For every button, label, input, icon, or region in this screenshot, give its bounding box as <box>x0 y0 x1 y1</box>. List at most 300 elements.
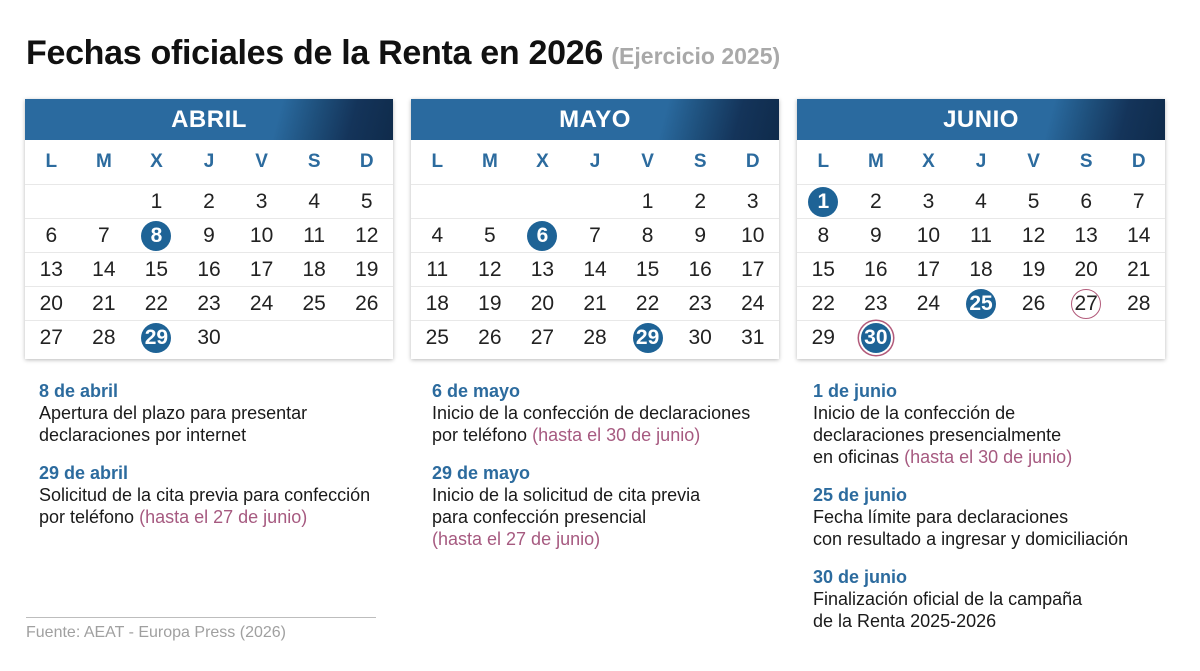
note-text: por teléfono <box>39 507 135 527</box>
calendar-day-number: 24 <box>916 291 941 315</box>
calendar-day-number: 8 <box>141 221 171 251</box>
weekday-label: M <box>95 151 112 172</box>
calendar-day <box>130 287 183 321</box>
calendar-day-number: 16 <box>688 257 712 281</box>
note-text: para confección presencial <box>432 507 647 527</box>
calendar-day-empty <box>288 321 341 355</box>
weekday-label: V <box>1027 151 1040 172</box>
calendar-day-number: 31 <box>741 325 765 349</box>
calendar-day <box>183 287 236 321</box>
calendar-week-row <box>797 286 1165 320</box>
calendar-day-number: 7 <box>1132 189 1145 213</box>
calendar-day-empty <box>1112 321 1165 355</box>
deadline-note: (hasta el 27 de junio) <box>139 507 308 527</box>
calendar-week-row <box>411 286 779 320</box>
calendar-day <box>411 219 464 253</box>
calendar-day <box>78 321 131 355</box>
calendar-day <box>850 321 903 355</box>
calendar-day-number: 14 <box>583 257 607 281</box>
calendar-day-number <box>1071 323 1101 353</box>
calendar-day <box>1060 185 1113 219</box>
calendar-day <box>411 287 464 321</box>
calendar-day <box>797 185 850 219</box>
calendar-week-row <box>411 218 779 252</box>
calendar-day-number: 6 <box>45 223 58 247</box>
note-description-line <box>813 402 1173 424</box>
calendar-day <box>78 219 131 253</box>
calendar-day-number: 8 <box>641 223 654 247</box>
calendar-day-number: 25 <box>425 325 449 349</box>
page-subtitle: (Ejercicio 2025) <box>611 43 781 69</box>
calendar-day <box>130 253 183 287</box>
calendar-day-number: 26 <box>478 325 502 349</box>
calendar-day-empty <box>955 321 1008 355</box>
calendar-day-number: 2 <box>870 189 882 213</box>
weekday-label: D <box>1131 151 1146 172</box>
calendar-day <box>516 253 569 287</box>
calendar-week-row <box>25 320 393 354</box>
calendar-day <box>955 185 1008 219</box>
calendar-day-empty <box>902 321 955 355</box>
note-text: por teléfono <box>432 425 528 445</box>
calendar-day-number: 4 <box>431 223 444 247</box>
calendar-day-number <box>527 187 557 217</box>
calendar-month-header: MAYO <box>411 99 779 140</box>
calendar-day-empty <box>25 185 78 219</box>
weekday-label: X <box>922 151 935 172</box>
weekday-label: L <box>817 151 830 172</box>
note-text: Inicio de la confección de <box>813 403 1016 423</box>
calendar-day-number: 22 <box>144 291 169 315</box>
note-description-line <box>432 402 792 424</box>
calendar-day <box>850 253 903 287</box>
calendar-day-empty <box>411 185 464 219</box>
calendar-day <box>1112 287 1165 321</box>
calendar-day-number: 23 <box>864 291 888 315</box>
note-description-line <box>813 610 1173 632</box>
deadline-note: (hasta el 27 de junio) <box>432 529 601 549</box>
note-date: 30 de junio <box>813 567 908 587</box>
calendar-day <box>464 287 517 321</box>
calendar-day <box>726 219 779 253</box>
page-title: Fechas oficiales de la Renta en 2026 <box>26 34 603 72</box>
calendar-day-number: 7 <box>98 223 110 247</box>
calendar-day-number: 9 <box>870 223 882 247</box>
calendar-day-number: 28 <box>92 325 116 349</box>
calendar-day-number: 12 <box>478 257 502 281</box>
calendar-day-number <box>352 323 382 353</box>
calendar-day <box>621 287 674 321</box>
calendar-mayo <box>411 99 779 359</box>
calendar-day-number <box>966 323 996 353</box>
weekday-header-row <box>25 140 393 184</box>
calendar-day-number: 5 <box>1027 189 1040 213</box>
calendar-day-number: 11 <box>970 223 992 247</box>
calendar-day <box>130 321 183 355</box>
note-description-line <box>813 446 1173 468</box>
calendar-day <box>183 219 236 253</box>
weekday-label: L <box>431 151 444 172</box>
calendar-day-number <box>36 187 66 217</box>
weekday-label: L <box>45 151 58 172</box>
note-text: de la Renta 2025-2026 <box>813 611 997 631</box>
note-description-line <box>39 424 399 446</box>
calendar-day <box>850 185 903 219</box>
calendar-day <box>340 185 393 219</box>
calendar-day <box>1007 185 1060 219</box>
key-date-note <box>813 566 1173 632</box>
calendar-day <box>25 253 78 287</box>
note-date: 29 de abril <box>39 463 129 483</box>
note-text: declaraciones por internet <box>39 425 247 445</box>
calendar-junio <box>797 99 1165 359</box>
calendar-day-number: 16 <box>864 257 888 281</box>
calendar-day <box>797 287 850 321</box>
calendar-day-number: 13 <box>530 257 555 281</box>
calendar-day <box>902 185 955 219</box>
calendar-day <box>1007 253 1060 287</box>
key-date-note <box>432 380 792 446</box>
calendar-day-number: 18 <box>425 291 449 315</box>
calendar-day <box>130 219 183 253</box>
calendar-day-number: 18 <box>302 257 326 281</box>
calendar-day <box>1060 287 1113 321</box>
weekday-header-row <box>797 140 1165 184</box>
calendar-day <box>674 287 727 321</box>
calendar-day-number: 9 <box>203 223 215 247</box>
source-divider <box>26 617 376 618</box>
calendar-day <box>288 185 341 219</box>
calendar-day <box>516 321 569 355</box>
calendar-day-number <box>422 187 452 217</box>
calendar-day-number <box>913 323 943 353</box>
calendar-day <box>130 185 183 219</box>
weekday-header-row <box>411 140 779 184</box>
note-date: 29 de mayo <box>432 463 531 483</box>
calendar-day-number: 24 <box>741 291 765 315</box>
calendar-day-number: 6 <box>1080 189 1093 213</box>
calendar-day <box>902 219 955 253</box>
note-text: Solicitud de la cita previa para confección <box>39 485 371 505</box>
calendar-day-number: 26 <box>355 291 379 315</box>
calendar-day-number: 10 <box>916 223 941 247</box>
note-text: Finalización oficial de la campaña <box>813 589 1083 609</box>
calendar-day-number: 21 <box>1127 257 1151 281</box>
calendar-day-number: 11 <box>426 257 449 281</box>
key-date-note <box>813 484 1173 550</box>
key-date-note <box>432 462 792 550</box>
calendar-day-number: 20 <box>39 291 63 315</box>
weekday-label: J <box>589 151 601 172</box>
calendar-month-header: JUNIO <box>797 99 1165 140</box>
calendar-day <box>621 321 674 355</box>
weekday-label: J <box>203 151 215 172</box>
calendar-day-number: 24 <box>249 291 274 315</box>
calendar-day-number: 27 <box>1071 289 1101 319</box>
deadline-note: (hasta el 30 de junio) <box>904 447 1073 467</box>
calendar-day-number: 5 <box>360 189 373 213</box>
calendar-day <box>726 321 779 355</box>
note-date: 1 de junio <box>813 381 898 401</box>
note-description-line <box>813 506 1173 528</box>
calendar-day <box>1007 219 1060 253</box>
calendar-day <box>411 253 464 287</box>
calendar-day-number: 15 <box>635 257 660 281</box>
calendar-day-number: 15 <box>811 257 835 281</box>
calendar-day-number: 29 <box>633 323 663 353</box>
calendar-week-row <box>797 320 1165 354</box>
calendar-day <box>516 287 569 321</box>
calendar-day-number: 30 <box>197 325 221 349</box>
calendar-day-number: 12 <box>355 223 379 247</box>
calendar-day-number: 5 <box>484 223 496 247</box>
calendar-day <box>850 287 903 321</box>
calendar-day <box>1112 185 1165 219</box>
calendar-day-number: 25 <box>966 289 996 319</box>
calendar-day-number: 26 <box>1021 291 1046 315</box>
calendar-week-row <box>411 252 779 286</box>
calendar-day <box>850 219 903 253</box>
calendar-day-number: 23 <box>197 291 221 315</box>
calendar-day <box>726 287 779 321</box>
calendar-day <box>569 219 622 253</box>
note-description-line <box>813 588 1173 610</box>
calendar-day <box>464 253 517 287</box>
calendar-day-number: 2 <box>203 189 215 213</box>
calendar-day-number: 28 <box>1127 291 1151 315</box>
calendar-day-empty <box>78 185 131 219</box>
calendar-day <box>288 253 341 287</box>
calendar-day-number: 7 <box>589 223 601 247</box>
calendar-day <box>78 287 131 321</box>
calendar-day-number <box>1019 323 1049 353</box>
calendar-day-number <box>89 187 119 217</box>
calendar-day <box>902 253 955 287</box>
note-text: Apertura del plazo para presentar <box>39 403 308 423</box>
calendar-day-number: 1 <box>150 189 163 213</box>
note-date: 6 de mayo <box>432 381 521 401</box>
calendar-day-number: 17 <box>916 257 941 281</box>
weekday-label: M <box>481 151 498 172</box>
calendar-day <box>235 185 288 219</box>
calendar-day-number: 14 <box>1127 223 1151 247</box>
calendar-week-row <box>797 252 1165 286</box>
calendar-day-number <box>580 187 610 217</box>
weekday-label: J <box>975 151 987 172</box>
calendar-week-row <box>25 286 393 320</box>
calendar-day-empty <box>235 321 288 355</box>
calendar-day-empty <box>516 185 569 219</box>
calendar-day-number: 1 <box>641 189 654 213</box>
calendar-day <box>1007 287 1060 321</box>
calendar-abril <box>25 99 393 359</box>
calendar-day-number: 10 <box>741 223 765 247</box>
calendar-day-number: 3 <box>922 189 935 213</box>
calendar-day-number <box>299 323 329 353</box>
calendar-day <box>1060 253 1113 287</box>
calendar-day-number: 29 <box>141 323 171 353</box>
calendar-day <box>288 219 341 253</box>
calendar-day <box>955 287 1008 321</box>
weekday-label: M <box>867 151 884 172</box>
notes-abril <box>39 380 399 544</box>
calendar-day <box>569 321 622 355</box>
calendar-day-number: 29 <box>811 325 835 349</box>
calendar-day <box>235 219 288 253</box>
calendar-week-row <box>411 320 779 354</box>
calendar-day-number: 27 <box>39 325 63 349</box>
calendar-day <box>340 219 393 253</box>
calendar-day-number: 22 <box>635 291 660 315</box>
note-description-line <box>432 528 792 550</box>
weekday-label: D <box>745 151 760 172</box>
note-description-line <box>813 424 1173 446</box>
calendar-day <box>25 219 78 253</box>
calendar-day-number: 19 <box>478 291 502 315</box>
note-description-line <box>813 528 1173 550</box>
key-date-note <box>39 462 399 528</box>
calendar-day-number: 15 <box>144 257 169 281</box>
calendar-day-number: 11 <box>303 223 326 247</box>
weekday-label: X <box>150 151 163 172</box>
calendar-day <box>464 321 517 355</box>
calendar-day <box>955 253 1008 287</box>
calendar-week-row <box>25 184 393 218</box>
calendar-day-number: 6 <box>527 221 557 251</box>
calendar-day <box>1112 219 1165 253</box>
notes-junio <box>813 380 1173 648</box>
weekday-label: S <box>1079 151 1093 172</box>
note-description-line <box>39 484 399 506</box>
calendar-day-number: 8 <box>817 223 830 247</box>
note-date: 25 de junio <box>813 485 908 505</box>
calendar-day-empty <box>1007 321 1060 355</box>
calendar-day <box>955 219 1008 253</box>
calendar-day-number: 22 <box>811 291 835 315</box>
calendar-week-row <box>797 184 1165 218</box>
calendar-week-row <box>25 252 393 286</box>
deadline-note: (hasta el 30 de junio) <box>532 425 701 445</box>
calendar-day <box>674 185 727 219</box>
calendar-day-empty <box>1060 321 1113 355</box>
weekday-label: S <box>693 151 707 172</box>
note-date: 8 de abril <box>39 381 119 401</box>
weekday-label: X <box>536 151 549 172</box>
calendar-day-number: 20 <box>1074 257 1098 281</box>
calendar-day-number: 30 <box>688 325 712 349</box>
calendar-day <box>78 253 131 287</box>
calendar-day-number: 21 <box>92 291 116 315</box>
calendar-day <box>726 185 779 219</box>
calendar-day-number: 25 <box>302 291 326 315</box>
calendar-day-number: 3 <box>255 189 268 213</box>
calendar-day <box>797 253 850 287</box>
calendar-day-number: 4 <box>308 189 321 213</box>
calendar-week-row <box>25 218 393 252</box>
calendar-day <box>674 219 727 253</box>
calendar-day <box>674 253 727 287</box>
weekday-label: D <box>359 151 374 172</box>
calendar-day-number: 13 <box>1074 223 1098 247</box>
calendar-day <box>235 287 288 321</box>
calendar-day-number: 30 <box>861 323 891 353</box>
calendar-day <box>1060 219 1113 253</box>
notes-mayo <box>432 380 792 566</box>
note-description-line <box>39 402 399 424</box>
calendar-day <box>902 287 955 321</box>
note-text: con resultado a ingresar y domiciliación <box>813 529 1129 549</box>
calendar-day-number: 14 <box>92 257 116 281</box>
note-description-line <box>432 424 792 446</box>
calendar-day <box>621 185 674 219</box>
note-text: en oficinas <box>813 447 900 467</box>
calendar-day <box>25 321 78 355</box>
calendar-day <box>1112 253 1165 287</box>
calendar-day-number: 4 <box>975 189 987 213</box>
note-text: Fecha límite para declaraciones <box>813 507 1069 527</box>
calendar-day-number: 21 <box>583 291 607 315</box>
note-text: Inicio de la solicitud de cita previa <box>432 485 701 505</box>
calendar-day-number <box>1124 323 1154 353</box>
calendar-day <box>340 287 393 321</box>
calendar-day-number: 18 <box>969 257 993 281</box>
weekday-label: V <box>641 151 654 172</box>
note-text: Inicio de la confección de declaraciones <box>432 403 751 423</box>
calendar-month-header: ABRIL <box>25 99 393 140</box>
calendar-day-number: 10 <box>249 223 274 247</box>
calendar-day <box>464 219 517 253</box>
calendar-day-number: 17 <box>249 257 274 281</box>
calendar-day <box>569 253 622 287</box>
calendar-day-number: 28 <box>583 325 607 349</box>
calendar-day <box>183 185 236 219</box>
key-date-note <box>813 380 1173 468</box>
calendar-day <box>340 253 393 287</box>
calendar-day-empty <box>340 321 393 355</box>
calendar-day <box>288 287 341 321</box>
calendar-day-number: 1 <box>808 187 838 217</box>
calendar-day <box>183 253 236 287</box>
calendar-day <box>235 253 288 287</box>
note-description-line <box>39 506 399 528</box>
calendar-week-row <box>797 218 1165 252</box>
weekday-label: S <box>307 151 321 172</box>
calendar-day-number: 3 <box>746 189 759 213</box>
note-description-line <box>432 484 792 506</box>
weekday-label: V <box>255 151 268 172</box>
calendar-day-number: 19 <box>1021 257 1046 281</box>
note-text: declaraciones presencialmente <box>813 425 1062 445</box>
calendar-day-number <box>475 187 505 217</box>
calendar-day-number: 16 <box>197 257 221 281</box>
title-row <box>26 34 780 73</box>
calendar-day-number <box>247 323 277 353</box>
calendar-day-empty <box>569 185 622 219</box>
calendar-day-number: 13 <box>39 257 63 281</box>
calendar-day-number: 17 <box>741 257 765 281</box>
calendar-week-row <box>411 184 779 218</box>
calendar-day <box>25 287 78 321</box>
calendar-day-number: 23 <box>688 291 712 315</box>
calendar-day-number: 12 <box>1021 223 1046 247</box>
calendar-day <box>411 321 464 355</box>
note-description-line <box>432 506 792 528</box>
key-date-note <box>39 380 399 446</box>
source-credit: Fuente: AEAT - Europa Press (2026) <box>26 624 286 641</box>
calendar-day <box>621 219 674 253</box>
calendar-day <box>797 321 850 355</box>
calendar-day-empty <box>464 185 517 219</box>
